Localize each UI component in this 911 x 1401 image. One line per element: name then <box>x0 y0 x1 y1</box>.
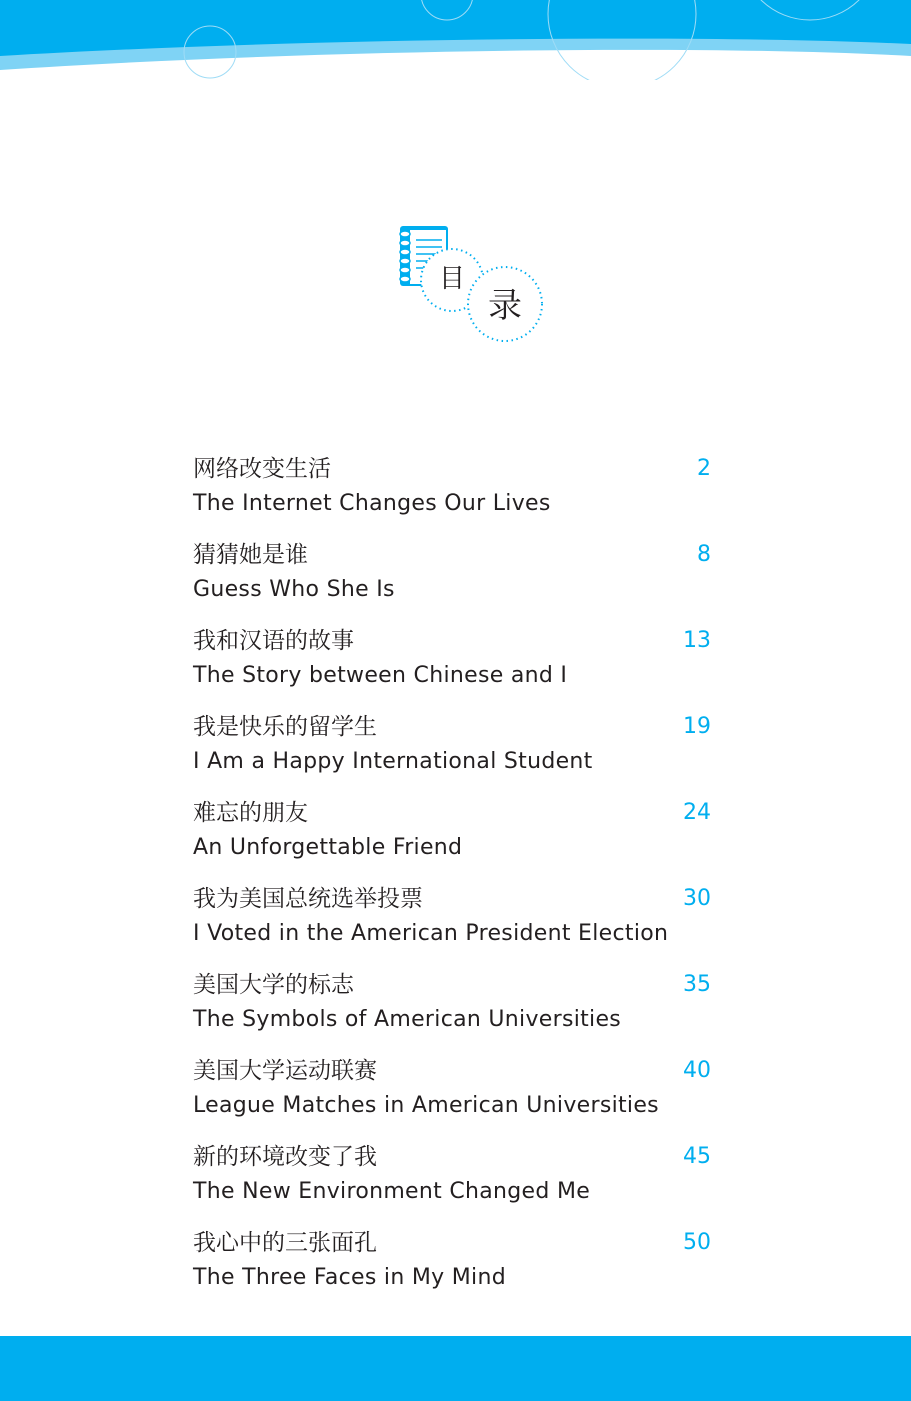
toc-entry[interactable] <box>193 1226 713 1312</box>
toc-entry-page-number: 50 <box>683 1230 711 1255</box>
toc-entry-title-zh: 我心中的三张面孔 <box>193 1230 377 1256</box>
heading-char-2: 录 <box>488 286 522 326</box>
toc-entry-title-zh: 网络改变生活 <box>193 456 331 482</box>
toc-entry-title-zh: 猜猜她是谁 <box>193 542 308 568</box>
toc-entry[interactable] <box>193 882 713 968</box>
toc-entry-title-zh: 新的环境改变了我 <box>193 1144 377 1170</box>
toc-entry-page-number: 19 <box>683 714 711 739</box>
toc-entry-page-number: 45 <box>683 1144 711 1169</box>
top-decorative-band <box>0 0 911 80</box>
toc-entry[interactable] <box>193 1054 713 1140</box>
toc-entry-page-number: 35 <box>683 972 711 997</box>
toc-entry-title-zh: 难忘的朋友 <box>193 800 308 826</box>
toc-entry-page-number: 2 <box>697 456 711 481</box>
toc-entry-page-number: 13 <box>683 628 711 653</box>
toc-entry-title-zh: 我是快乐的留学生 <box>193 714 377 740</box>
toc-entry-title-zh: 美国大学运动联赛 <box>193 1058 377 1084</box>
toc-entry-title-zh: 我为美国总统选举投票 <box>193 886 423 912</box>
bottom-decorative-band <box>0 1336 911 1401</box>
toc-entry-page-number: 24 <box>683 800 711 825</box>
toc-entry[interactable] <box>193 624 713 710</box>
toc-entry-title-en: League Matches in American Universities <box>193 1093 659 1118</box>
toc-entry-page-number: 40 <box>683 1058 711 1083</box>
toc-entry-title-en: I Am a Happy International Student <box>193 749 593 774</box>
toc-entry-title-en: The Symbols of American Universities <box>193 1007 622 1032</box>
toc-entry-title-en: The Internet Changes Our Lives <box>193 491 551 516</box>
toc-entry-title-en: An Unforgettable Friend <box>193 835 463 860</box>
toc-list <box>193 452 713 1312</box>
toc-entry-title-en: The Story between Chinese and I <box>193 663 568 688</box>
toc-entry[interactable] <box>193 796 713 882</box>
toc-entry-title-zh: 我和汉语的故事 <box>193 628 354 654</box>
heading-char-1: 目 <box>438 264 465 294</box>
toc-entry[interactable] <box>193 538 713 624</box>
toc-entry[interactable] <box>193 710 713 796</box>
toc-entry-page-number: 8 <box>697 542 711 567</box>
toc-entry-page-number: 30 <box>683 886 711 911</box>
toc-entry[interactable] <box>193 968 713 1054</box>
toc-entry[interactable] <box>193 1140 713 1226</box>
toc-entry-title-en: Guess Who She Is <box>193 577 395 602</box>
toc-heading <box>390 220 550 350</box>
notebook-icon <box>390 220 550 350</box>
toc-entry-title-en: The New Environment Changed Me <box>193 1179 591 1204</box>
toc-entry-title-en: The Three Faces in My Mind <box>193 1265 506 1290</box>
toc-entry-title-en: I Voted in the American President Election <box>193 921 669 946</box>
toc-entry[interactable] <box>193 452 713 538</box>
toc-entry-title-zh: 美国大学的标志 <box>193 972 354 998</box>
